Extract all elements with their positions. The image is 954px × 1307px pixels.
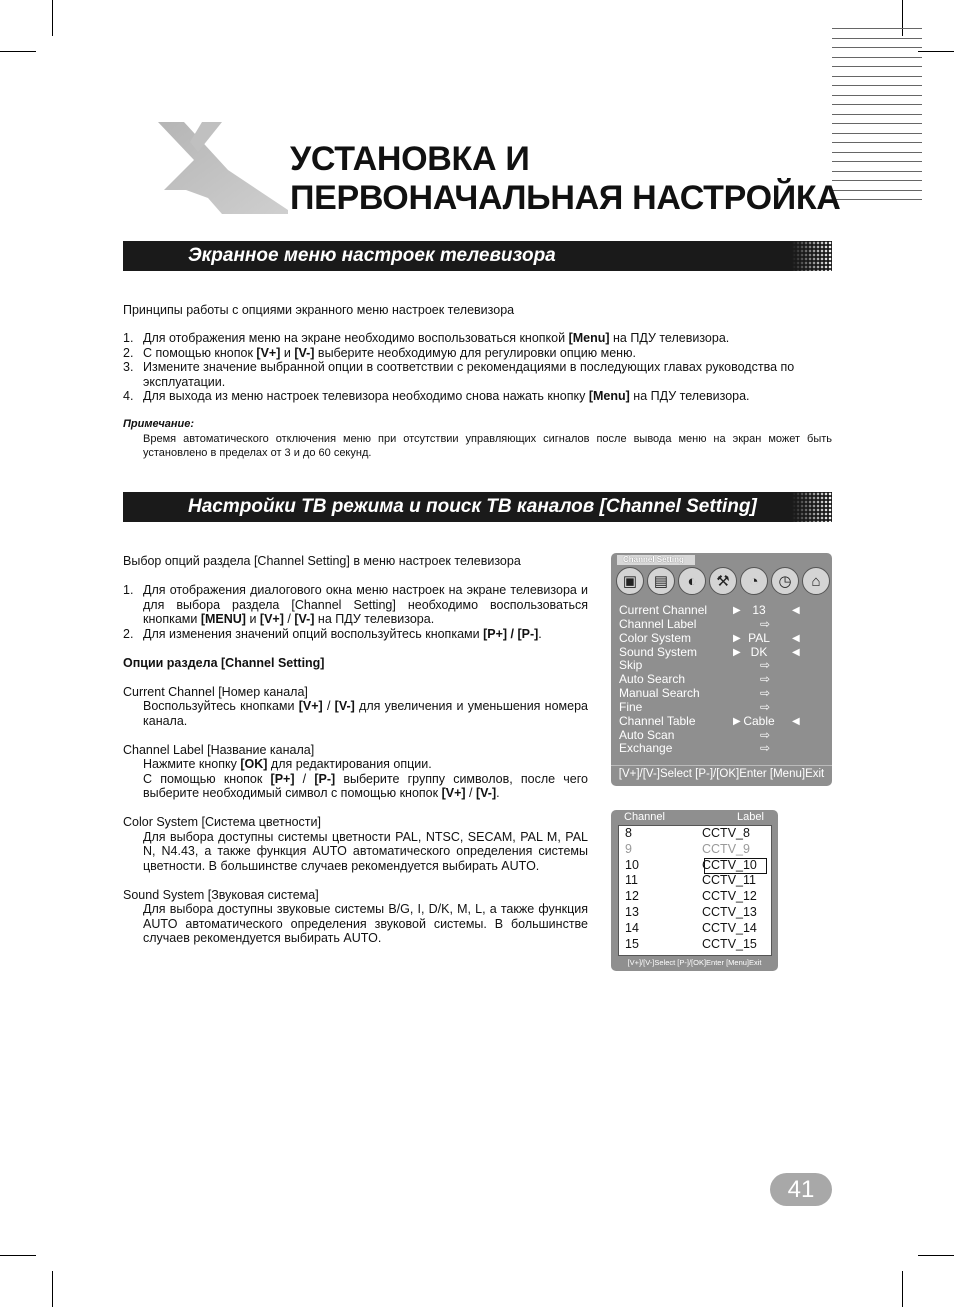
col-channel: Channel (624, 811, 665, 823)
arrow-right-icon: ▶ (733, 715, 741, 727)
enter-arrow-icon: ⇨ (760, 658, 771, 673)
menu-row[interactable] (619, 715, 829, 729)
title-line-1: УСТАНОВКА И (290, 140, 530, 178)
tv-icon: ▣ (616, 567, 644, 595)
arrow-right-icon: ▶ (733, 605, 741, 616)
menu-row-label: Auto Scan (619, 727, 675, 742)
menu-row-label: Exchange (619, 741, 673, 756)
enter-arrow-icon: ⇨ (760, 727, 771, 742)
menu-row-value: DK (750, 644, 768, 659)
crop-mark (902, 1271, 903, 1307)
section-banner-title: Экранное меню настроек телевизора (188, 245, 556, 266)
menu-row[interactable] (619, 687, 829, 701)
channel-label: CCTV_12 (702, 889, 757, 904)
arrow-left-icon: ◀ (792, 632, 800, 644)
list-item: 2. Для изменения значений опций воспользуйтесь кнопками [P+] / [P-]. (123, 626, 542, 641)
page-number: 41 (770, 1173, 832, 1206)
option-channel-label-text-2: С помощью кнопок [P+] / [P-] выберите группу символов, после чего выберите необходимый символ с помощью кнопок [V+] / [V-]. (143, 771, 588, 800)
channel-label: CCTV_10 (702, 857, 757, 872)
table-row[interactable] (619, 937, 771, 953)
menu-row-label: Auto Search (619, 672, 686, 687)
channel-number: 12 (625, 889, 639, 904)
list-item: 1. Для отображения меню на экране необходимо воспользоваться кнопкой [Menu] на ПДУ телевизора. (123, 331, 730, 345)
enter-arrow-icon: ⇨ (760, 699, 771, 714)
menu-row-label: Manual Search (619, 686, 700, 701)
options-heading: Опции раздела [Channel Setting] (123, 655, 325, 670)
menu-row[interactable] (619, 604, 829, 618)
tools-icon: ⚒ (709, 567, 737, 595)
crop-mark (918, 51, 954, 52)
channel-label: CCTV_13 (702, 904, 757, 919)
col-label: Label (737, 811, 764, 823)
menu-row-label: Current Channel (619, 603, 708, 617)
channel-number: 14 (625, 920, 639, 935)
option-current-channel-text: Воспользуйтесь кнопками [V+] / [V-] для увеличения и уменьшения номера канала. (143, 699, 588, 728)
menu-row[interactable] (619, 618, 829, 632)
list-item: 3. Измените значение выбранной опции в соответствии с рекомендациями в последующих главах руководства по эксплуатации. (123, 360, 795, 389)
menu-row-label: Color System (619, 630, 692, 645)
channel-number: 15 (625, 936, 639, 951)
arrow-left-icon: ◀ (792, 646, 800, 658)
option-sound-system-title: Sound System [Звуковая система] (123, 887, 319, 902)
table-row[interactable] (619, 826, 771, 842)
tv-film-icon: ▤ (647, 567, 675, 595)
table-row[interactable] (619, 905, 771, 921)
section1-steps (123, 331, 832, 404)
channel-table-footer: [V+]/[V-]Select [P-]/[OK]Enter [Menu]Exit (627, 958, 762, 967)
table-row[interactable] (619, 889, 771, 905)
picture-icon: ◐ (678, 567, 706, 595)
menu-row-value: Cable (743, 713, 775, 728)
menu-row-label: Channel Label (619, 616, 697, 631)
menu-row[interactable] (619, 632, 829, 646)
arrow-right-icon: ▶ (733, 632, 741, 644)
menu-row[interactable] (619, 729, 829, 743)
channel-number: 9 (625, 841, 632, 856)
channel-number: 8 (625, 826, 632, 840)
channel-table (611, 810, 778, 971)
table-row[interactable] (619, 921, 771, 937)
enter-arrow-icon: ⇨ (760, 616, 771, 631)
crop-mark (52, 0, 53, 36)
page-title (290, 140, 841, 218)
enter-arrow-icon: ⇨ (760, 686, 771, 701)
channel-label: CCTV_15 (702, 936, 757, 951)
arrow-right-icon: ▶ (733, 646, 741, 658)
table-row[interactable] (619, 873, 771, 889)
menu-row-label: Skip (619, 658, 643, 673)
list-item: 1. Для отображения диалогового окна меню настроек на экране телевизора и для выбора раздела [Channel Setting] необходимо воспользоваться кнопками [MENU] и [V+] / [V-] на ПДУ телевизора. (123, 583, 588, 626)
menu-row[interactable] (619, 742, 829, 756)
section-banner-title: Настройки ТВ режима и поиск ТВ каналов [Channel Setting] (188, 496, 757, 517)
option-channel-label-text: Нажмите кнопку [OK] для редактирования опции. (143, 757, 432, 771)
menu-row-label: Sound System (619, 644, 698, 659)
menu-footer: [V+]/[V-]Select [P-]/[OK]Enter [Menu]Exit (611, 765, 832, 780)
channel-label: CCTV_11 (702, 873, 756, 888)
option-sound-system-text: Для выбора доступны звуковые системы B/G, I, D/K, M, L, а также функция AUTO автоматического определения звуковой системы. В большинстве случаев рекомендуется выбирать AUTO. (143, 902, 588, 945)
list-item: 4. Для выхода из меню настроек телевизора необходимо снова нажать кнопку [Menu] на ПДУ телевизора. (123, 389, 750, 403)
menu-row[interactable] (619, 659, 829, 673)
channel-label: CCTV_14 (702, 920, 757, 935)
channel-setting-menu (611, 553, 832, 786)
enter-arrow-icon: ⇨ (760, 741, 771, 756)
dish-icon: ◔ (740, 567, 768, 595)
section1-intro: Принципы работы с опциями экранного меню настроек телевизора (123, 303, 515, 317)
enter-arrow-icon: ⇨ (760, 672, 771, 687)
channel-label: CCTV_8 (702, 826, 750, 840)
menu-row[interactable] (619, 673, 829, 687)
clock-icon: ◷ (771, 567, 799, 595)
decorative-stripes (832, 28, 922, 216)
arrow-left-icon: ◀ (792, 715, 800, 727)
menu-row-value: PAL (748, 630, 770, 645)
title-line-2: ПЕРВОНАЧАЛЬНАЯ НАСТРОЙКА (290, 179, 841, 217)
menu-row[interactable] (619, 646, 829, 660)
option-channel-label-title: Channel Label [Название канала] (123, 742, 315, 757)
table-row[interactable] (619, 858, 771, 874)
channel-number: 11 (625, 873, 638, 888)
section2-body (123, 554, 588, 946)
option-color-system-text: Для выбора доступны системы цветности PAL, NTSC, SECAM, PAL M, PAL N, N4.43, а также функция AUTO автоматического определения системы цветности. В большинстве случаев рекомендуется выбирать AUTO. (143, 829, 588, 873)
crop-mark (52, 1271, 53, 1307)
menu-rows (619, 604, 829, 756)
arrow-left-icon: ◀ (792, 605, 800, 616)
channel-number: 10 (625, 857, 639, 872)
channel-number: 13 (625, 904, 639, 919)
note-text: Время автоматического отключения меню при отсутствии управляющих сигналов после вывода меню на экран может быть установлено в пределах от 3 и до 60 секунд. (143, 432, 832, 459)
note-block (123, 417, 832, 460)
list-item: 2. С помощью кнопок [V+] и [V-] выберите необходимую для регулировки опцию меню. (123, 345, 636, 360)
channel-label: CCTV_9 (702, 841, 750, 856)
note-title: Примечание: (123, 418, 195, 430)
menu-row[interactable] (619, 701, 829, 715)
channel-table-body (618, 825, 772, 956)
menu-icon-bar (616, 567, 830, 595)
lock-icon: ⌂ (802, 567, 830, 595)
section2-intro: Выбор опций раздела [Channel Setting] в меню настроек телевизора (123, 554, 521, 568)
crop-mark (918, 1255, 954, 1256)
menu-row-label: Channel Table (619, 713, 696, 728)
crop-mark (0, 1255, 36, 1256)
menu-row-label: Fine (619, 699, 643, 714)
menu-row-value: 13 (752, 603, 766, 617)
table-row[interactable] (619, 842, 771, 858)
x-logo-icon (150, 118, 290, 218)
option-current-channel-title: Current Channel [Номер канала] (123, 684, 308, 699)
channel-table-header (611, 810, 778, 824)
section-banner-channel-setting (123, 492, 832, 522)
menu-tab-label: Channel Setting (617, 555, 695, 565)
crop-mark (0, 51, 36, 52)
option-color-system-title: Color System [Система цветности] (123, 815, 321, 829)
section-banner-osd (123, 241, 832, 271)
